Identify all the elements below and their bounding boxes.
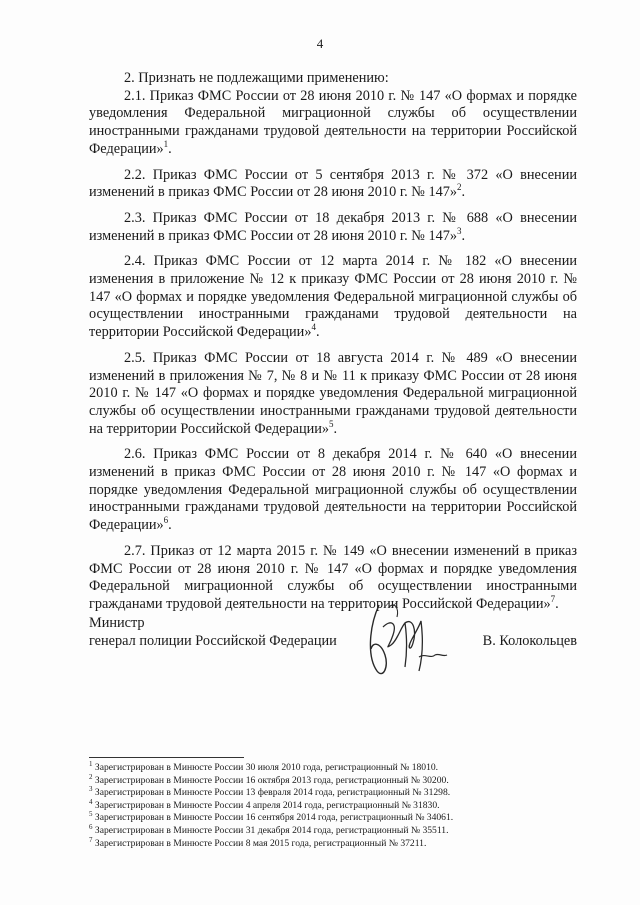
signatory-rank: генерал полиции Российской Федерации: [89, 632, 337, 649]
paragraph: 2.5. Приказ ФМС России от 18 августа 2014 г. № 489 «О внесении изменений в приложения № 7, № 8 и № 11 к приказу ФМС России от 28 июня 2010 г. № 147 «О формах и порядке уведомления Федеральной миграционной службы об осуществлении иностранными гражданами трудовой деятельности на территории Российской Федерации»$^5$.: [89, 349, 577, 437]
paragraph: 2.7. Приказ от 12 марта 2015 г. № 149 «О внесении изменений в приказ ФМС России от 28 июня 2010 г. № 147 «О формах и порядке уведомления Федеральной миграционной службы об осуществлении иностранными гражданами трудовой деятельности на территории Российской Федерации»$^7$.: [89, 542, 577, 612]
handwritten-signature: [361, 597, 451, 687]
footnote-ref: 7: [550, 594, 556, 605]
paragraph: 2. Признать не подлежащими применению:: [124, 70, 389, 86]
signatory-position: Министр: [89, 615, 145, 631]
footnote: $^5$ Зарегистрирован в Минюсте России 16 сентября 2014 года, регистрационный № 34061.: [89, 810, 454, 824]
page-number: 4: [316, 36, 324, 51]
signatory-title: [89, 615, 337, 650]
footnote: $^2$ Зарегистрирован в Минюсте России 16 октября 2013 года, регистрационный № 30200.: [89, 772, 449, 786]
footnote-ref: 5: [329, 418, 334, 429]
paragraph: 2.3. Приказ ФМС России от 18 декабря 2013 г. № 688 «О внесении изменений в приказ ФМС России от 28 июня 2010 г. № 147»$^3$.: [89, 209, 577, 244]
footnote-divider: [89, 757, 244, 758]
paragraph: 2.4. Приказ ФМС России от 12 марта 2014 г. № 182 «О внесении изменения в приложение № 12 к приказу ФМС России от 28 июня 2010 г. № 147 «О формах и порядке уведомления Федеральной миграционной службы об осуществлении иностранными гражданами трудовой деятельности на территории Российской Федерации»$^4$.: [89, 253, 577, 341]
paragraph: 2.6. Приказ ФМС России от 8 декабря 2014 г. № 640 «О внесении изменений в приказ ФМС России от 28 июня 2010 г. № 147 «О формах и порядке уведомления Федеральной миграционной службы об осуществлении иностранными гражданами трудовой деятельности на территории Российской Федерации»$^6$.: [89, 446, 577, 534]
footnote: $^1$ Зарегистрирован в Минюсте России 30 июля 2010 года, регистрационный № 18010.: [89, 759, 439, 773]
footnote: $^7$ Зарегистрирован в Минюсте России 8 мая 2015 года, регистрационный № 37211.: [89, 835, 427, 849]
signature-block: [89, 615, 577, 675]
footnote-ref: 3: [457, 225, 462, 236]
footnotes: [89, 759, 577, 850]
footnote-ref: 1: [163, 139, 169, 150]
footnote: $^6$ Зарегистрирован в Минюсте России 31 декабря 2014 года, регистрационный № 35511.: [89, 822, 449, 836]
footnote-ref: 6: [163, 515, 169, 526]
footnote-ref: 2: [457, 182, 462, 193]
paragraph: 2.2. Приказ ФМС России от 5 сентября 2013 г. № 372 «О внесении изменений в приказ ФМС России от 28 июня 2010 г. № 147»$^2$.: [89, 166, 577, 201]
footnote-ref: 4: [311, 322, 316, 333]
footnote: $^4$ Зарегистрирован в Минюсте России 4 апреля 2014 года, регистрационный № 31830.: [89, 797, 440, 811]
signatory-name: В. Колокольцев: [482, 632, 577, 649]
document-body: [89, 70, 577, 622]
paragraph: 2.1. Приказ ФМС России от 28 июня 2010 г. № 147 «О формах и порядке уведомления Федеральной миграционной службы об осуществлении иностранными гражданами трудовой деятельности на территории Российской Федерации»$^1$.: [89, 87, 577, 157]
footnote: $^3$ Зарегистрирован в Минюсте России 13 февраля 2014 года, регистрационный № 31298.: [89, 785, 451, 799]
